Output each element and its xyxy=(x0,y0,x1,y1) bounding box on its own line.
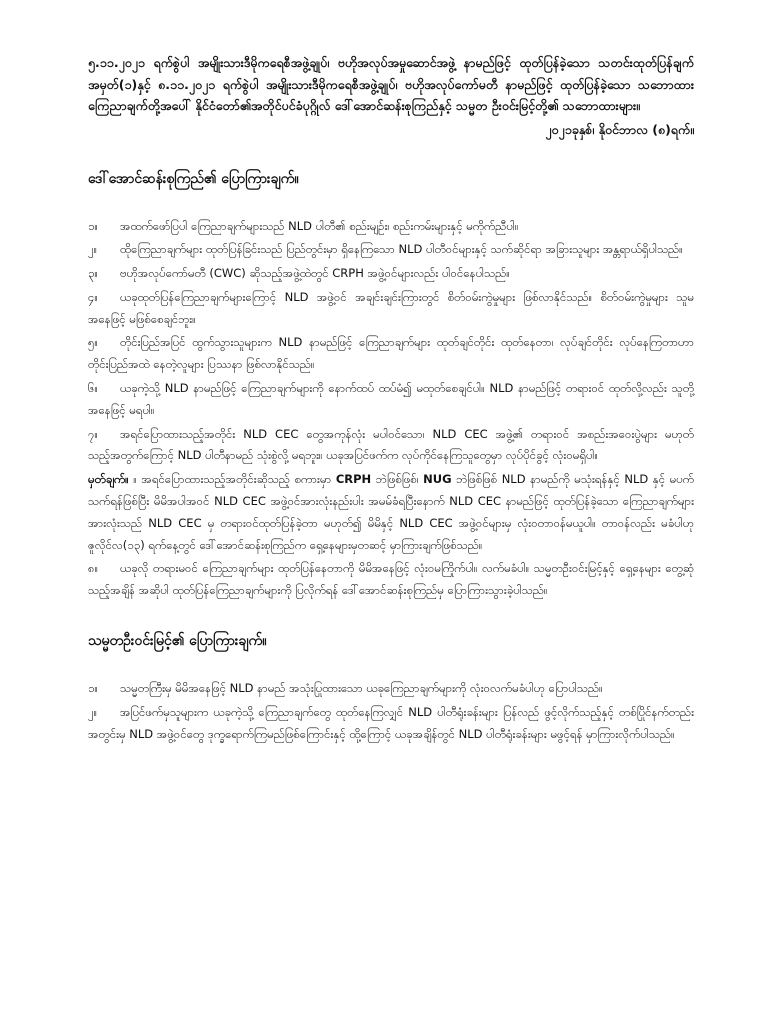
item-number: ၂။ xyxy=(88,704,98,719)
item-text: ယခုထုတ်ပြန်ကြေညာချက်များကြောင့် NLD အဖွဲ့ဝင် အချင်းချင်းကြားတွင် စိတ်ဝမ်းကွဲမှုများ ဖြစ်လာနိုင်သည်။ စိတ်ဝမ်းကွဲမှုများ သူမအနေဖြင့် မဖြစ်စေချင်ဘူး။ xyxy=(88,289,694,326)
item-number: ၈။ xyxy=(88,561,99,576)
s1-item-6 xyxy=(88,378,694,422)
note-text-end: ဘဲဖြစ်ဖြစ် NLD နာမည်ကို မသုံးရန်နှင့် NLD နှင့် မပက်သက်ရန်ဖြစ်ပြီး မိမိအပါအဝင် NLD CEC အဖွဲ့ဝင်အားလုံးနည်းပါး အမမ်ခံရပြီးနောက် NLD CEC နာမည်ဖြင့် ထုတ်ပြန်ခဲ့သော ကြေညာချက်များအားလုံးသည် NLD CEC မှ တရားဝင်ထုတ်ပြန်ခဲ့တာ မဟုတ်၍ မိမိနှင့် NLD CEC အဖွဲ့ဝင်များမှ လုံးဝတာဝန်မယူပါ။ တာဝန်လည်း မခံပါဟု ဇူလိုင်လ(၁၃) ရက်နေ့တွင် ဒေါ်အောင်ဆန်းစုကြည်က ရှေ့နေများမှတဆင့် မှာကြားချက်ဖြစ်သည်။ xyxy=(88,472,695,552)
item-number: ၇။ xyxy=(88,426,98,441)
item-text: ဗဟိုအလုပ်ကော်မတီ (CWC) ဆိုသည့်အဖွဲ့ထဲတွင် CRPH အဖွဲ့ဝင်များလည်း ပါဝင်နေပါသည်။ xyxy=(120,266,510,281)
item-number: ၄။ xyxy=(88,289,98,304)
note-label: မှတ်ချက်။ xyxy=(88,472,129,487)
item-text: အပြင်ဖက်မှသူများက ယခုကဲ့သို့ ကြေညာချက်တွေ ထုတ်နေကြလျှင် NLD ပါတီရုံးခန်းများ ပြန်လည် ဖွင့်လိုက်သည့်နှင့် တစ်ပြိုင်နက်တည်း အတွင်းမှ NLD အဖွဲ့ဝင်တွေ ဒုက္ခရောက်ကြမည်ဖြစ်ကြောင်းနှင့် ထို့ကြောင့် ယခုအချိန်တွင် NLD ပါတီရုံးခန်းများ မဖွင့်ရန် မှာကြားလိုက်ပါသည်။ xyxy=(88,704,694,741)
s1-item-8 xyxy=(88,558,694,602)
note-text-mid: ဘဲဖြစ်ဖြစ်၊ xyxy=(375,472,419,487)
item-text: ထိုကြေညာချက်များ ထုတ်ပြန်ခြင်းသည် ပြည်တွင်းမှာ ရှိနေကြသော NLD ပါတီဝင်များနှင့် သက်ဆိုင်ရာ အခြားသူများ အန္တရာယ်ရှိပါသည်။ xyxy=(120,242,683,257)
item-number: ၁။ xyxy=(88,681,98,696)
document-date: ၂၀၂၁ခုနှစ်၊ နိုဝင်ဘာလ (၈)ရက်။ xyxy=(545,121,694,137)
s1-item-1 xyxy=(88,216,694,238)
item-number: ၂။ xyxy=(88,242,98,257)
s1-item-7 xyxy=(88,424,694,468)
item-number: ၅။ xyxy=(88,335,98,350)
s2-item-2 xyxy=(88,702,694,746)
term-crph: CRPH xyxy=(335,472,372,487)
item-text: ယခုကဲ့သို့ NLD နာမည်ဖြင့် ကြေညာချက်များကို နောက်ထပ် ထပ်မံ၍ မထုတ်စေချင်ပါ။ NLD နာမည်ဖြင့် တရားဝင် ထုတ်လို့လည်း သူတို့အနေဖြင့် မရပါ။ xyxy=(88,381,694,417)
item-text: တိုင်းပြည်အပြင် ထွက်သွားသူများက NLD နာမည်ဖြင့် ကြေညာချက်များ ထုတ်ချင်တိုင်း ထုတ်နေတာ၊ လုပ်ချင်တိုင်း လုပ်နေကြတာဟာ တိုင်းပြည်အထဲ နေတဲ့လူများ ပြဿနာ ဖြစ်လာနိုင်သည်။ xyxy=(88,335,694,372)
item-text: အရင်ပြောထားသည့်အတိုင်း NLD CEC တွေအကုန်လုံး မပါဝင်သော၊ NLD CEC အဖွဲ့၏ တရားဝင် အစည်းအဝေးပွဲများ မဟုတ်သည့်အတွက်ကြောင့် NLD ပါတီနာမည် သုံးစွဲလို့ မရဘူး။ ယခုအပြင်ဖက်က လုပ်ကိုင်နေကြသူတွေမှာ လုပ်ပိုင်ခွင့် လုံးဝမရှိပါ။ xyxy=(88,426,694,463)
section-heading-win-myint: သမ္မတဦးဝင်းမြင့်၏ ပြောကြားချက်။ xyxy=(88,633,267,650)
s1-item-4 xyxy=(88,287,694,331)
item-number: ၃။ xyxy=(88,266,98,281)
item-text: သမ္မတကြီးမှ မိမိအနေဖြင့် NLD နာမည် အသုံးပြုထားသော ယခုကြေညာချက်များကို လုံးဝလက်မခံပါဟု ပြောပါသည်။ xyxy=(120,681,603,696)
term-nug: NUG xyxy=(423,472,452,487)
item-number: ၆။ xyxy=(88,381,98,396)
item-text: ယခုလို တရားမဝင် ကြေညာချက်များ ထုတ်ပြန်နေတာကို မိမိအနေဖြင့် လုံးဝမကြိုက်ပါ။ လက်မခံပါ။ သမ္မတဦးဝင်းမြင့်နှင့် ရှေ့နေများ တွေ့ဆုံသည့်အချိန် အဆိုပါ ထုတ်ပြန်ကြေညာချက်များကို ပြလိုက်ရန် ဒေါ်အောင်ဆန်းစုကြည်မှ ပြောကြားသွားခဲ့ပါသည်။ xyxy=(88,561,694,598)
section-heading-aung-san-suu-kyi: ဒေါ်အောင်ဆန်းစုကြည်၏ ပြောကြားချက်။ xyxy=(88,170,299,187)
item-number: ၁။ xyxy=(88,218,98,233)
note-paragraph xyxy=(88,469,694,556)
item-text: အထက်ဖော်ပြပါ ကြေညာချက်များသည် NLD ပါတီ၏ စည်းမျဉ်း၊ စည်းကမ်းများနှင့် မကိုက်ညီပါ။ xyxy=(120,218,519,233)
s1-item-3 xyxy=(88,263,694,285)
s1-item-2 xyxy=(88,239,694,261)
intro-paragraph: ၅.၁၁.၂၀၂၁ ရက်စွဲပါ အမျိုးသားဒီမိုကရေစီအဖွဲ့ချုပ်၊ ဗဟိုအလုပ်အမှုဆောင်အဖွဲ့ နာမည်ဖြင့် ထုတ်ပြန်ခဲ့သော သတင်းထုတ်ပြန်ချက် အမှတ်(၁)နှင့် ၈.၁၁.၂၀၂၁ ရက်စွဲပါ အမျိုးသားဒီမိုကရေစီအဖွဲ့ချုပ်၊ ဗဟိုအလုပ်ကော်မတီ နာမည်ဖြင့် ထုတ်ပြန်ခဲ့သော သဘောထားကြေညာချက်တို့အပေါ် နိုင်ငံတော်၏အတိုင်ပင်ခံပုဂ္ဂိုလ် ဒေါ်အောင်ဆန်းစုကြည်နှင့် သမ္မတ ဦးဝင်းမြင့်တို့၏ သဘောထားများ။ xyxy=(88,55,694,113)
s2-item-1 xyxy=(88,678,694,700)
note-text-start: ။ အရင်ပြောထားသည့်အတိုင်းဆိုသည့် စကားမှာ xyxy=(133,472,332,487)
s1-item-5 xyxy=(88,332,694,376)
